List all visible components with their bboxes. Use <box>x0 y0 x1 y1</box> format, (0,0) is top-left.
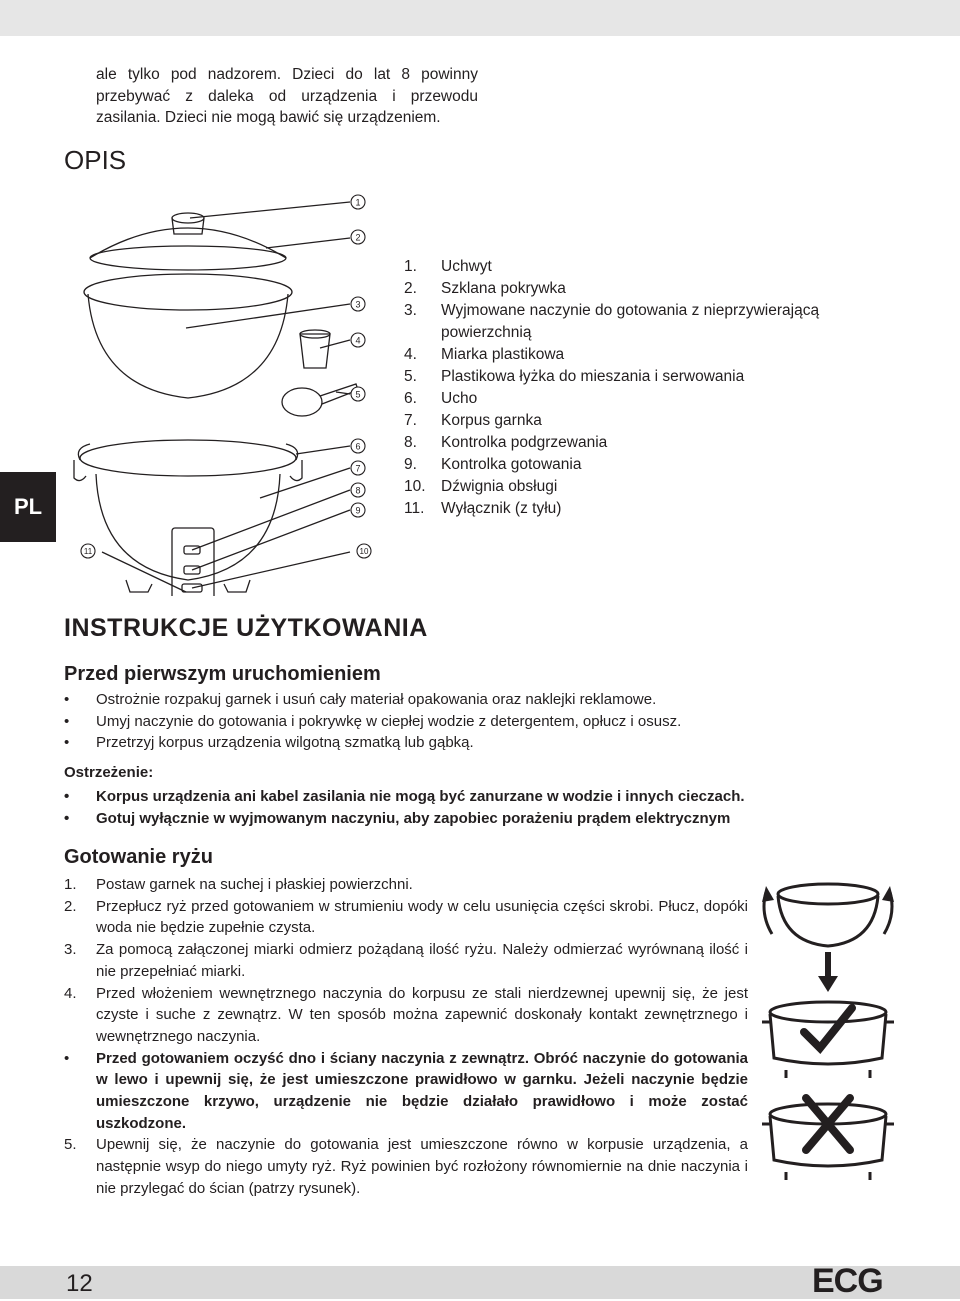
list-item: 7. Korpus garnka <box>404 412 542 429</box>
lid-knob <box>172 213 204 223</box>
list-item: 3. Wyjmowane naczynie do gotowania z nieprzywierającą <box>404 302 820 319</box>
list-item: 2. Przepłucz ryż przed gotowaniem w strumieniu wody w celu usunięcia części skrobi. Płucz, dopóki woda nie będzie zupełnie czysta. <box>64 897 748 937</box>
cooker-rim <box>80 440 296 476</box>
list-item: 4. Przed włożeniem wewnętrznego naczynia do korpusu ze stali nierdzewnej upewnij się, że jest czyste i suche z zewnątrz. W ten sposób można zapewnić doskonały kontakt zewnętrznego i wewnętrznego naczynia. <box>64 984 748 1045</box>
callout-1: 1 <box>355 197 361 208</box>
down-arrow-icon <box>818 976 838 992</box>
list-item: • Umyj naczynie do gotowania i pokrywkę w ciepłej wodzie z detergentem, opłucz i osusz. <box>64 712 682 730</box>
callout-10: 10 <box>359 547 369 556</box>
list-item: 9. Kontrolka gotowania <box>404 456 582 473</box>
page-number: 12 <box>66 1270 93 1297</box>
brand-logo: ECG <box>812 1262 883 1300</box>
list-item: 2. Szklana pokrywka <box>404 280 566 297</box>
instructions-heading: INSTRUKCJE UŻYTKOWANIA <box>64 614 428 642</box>
section-title-opis: OPIS <box>64 145 127 175</box>
list-item: 8. Kontrolka podgrzewania <box>404 434 608 451</box>
list-item: powierzchnią <box>441 324 532 341</box>
check-icon <box>804 1008 852 1048</box>
correct-pot-rim <box>770 1002 886 1022</box>
list-item: • Przetrzyj korpus urządzenia wilgotną szmatką lub gąbką. <box>64 734 474 752</box>
first-use-heading: Przed pierwszym uruchomieniem <box>64 663 381 685</box>
measuring-cup <box>300 334 330 368</box>
list-item: 11. Wyłącznik (z tyłu) <box>404 500 562 517</box>
list-item: 10. Dźwignia obsługi <box>404 478 558 495</box>
list-item: 5. Upewnij się, że naczynie do gotowania jest umieszczone równo w korpusie urządzenia, a następnie wsyp do niego umyty ryż. Ryż powinien być rozłożony równomiernie na dnie naczynia i nie przylegać do ścian (patrzy rysunek). <box>64 1136 748 1197</box>
top-bar <box>0 0 960 36</box>
rice-spoon <box>282 388 322 416</box>
list-item: 1. Postaw garnek na suchej i płaskiej powierzchni. <box>64 876 413 893</box>
callout-7: 7 <box>355 463 361 474</box>
warning-list <box>64 786 745 829</box>
callout-11: 11 <box>83 547 93 556</box>
glass-lid <box>90 228 286 258</box>
callout-8: 8 <box>355 485 361 496</box>
intro-paragraph: ale tylko pod nadzorem. Dzieci do lat 8 powinny przebywać z daleka od urządzenia i przewodu zasilania. Dzieci nie mogą bawić się urządzeniem. <box>96 66 478 126</box>
parts-list <box>404 256 819 520</box>
list-item: 4. Miarka plastikowa <box>404 346 565 363</box>
list-item: 6. Ucho <box>404 390 478 407</box>
callout-9: 9 <box>355 505 361 516</box>
rotating-pot-rim <box>778 884 878 904</box>
callout-5: 5 <box>355 389 361 400</box>
list-item: 3. Za pomocą załączonej miarki odmierz pożądaną ilość ryżu. Należy odmierzać wyrównaną ilość i nie przepełniać miarki. <box>64 941 748 980</box>
list-item: 5. Plastikowa łyżka do mieszania i serwowania <box>404 368 745 385</box>
pot-placement-illustration <box>756 872 896 1192</box>
rice-steps-list <box>64 874 748 1200</box>
list-item: 1. Uchwyt <box>404 258 492 275</box>
list-item: • Przed gotowaniem oczyść dno i ściany naczynia z zewnątrz. Obróć naczynie do gotowania w lewo i upewnij się, że jest umieszczone prawidłowo w garnku. Jeżeli naczynie będzie umieszczone krzywo, urządzenie nie będzie działało prawidłowo i może zostać uszkodzone. <box>64 1049 748 1132</box>
callout-3: 3 <box>355 299 361 310</box>
warning-heading: Ostrzeżenie: <box>64 764 154 781</box>
callout-4: 4 <box>355 335 361 346</box>
callout-6: 6 <box>355 441 361 452</box>
lid-knob-stem <box>172 218 204 234</box>
language-tab: PL <box>0 472 56 542</box>
rice-cooking-heading: Gotowanie ryżu <box>64 846 213 868</box>
list-item: • Korpus urządzenia ani kabel zasilania nie mogą być zanurzane w wodzie i innych cieczach. <box>64 788 745 805</box>
callout-2: 2 <box>355 232 361 243</box>
list-item: • Ostrożnie rozpakuj garnek i usuń cały materiał opakowania oraz naklejki reklamowe. <box>64 691 657 708</box>
list-item: • Gotuj wyłącznie w wyjmowanym naczyniu, aby zapobiec porażeniu prądem elektrycznym <box>64 809 731 827</box>
inner-pot-rim <box>84 274 292 310</box>
control-panel <box>172 528 214 596</box>
rice-cooker-diagram <box>60 188 380 596</box>
first-use-list <box>64 689 681 754</box>
